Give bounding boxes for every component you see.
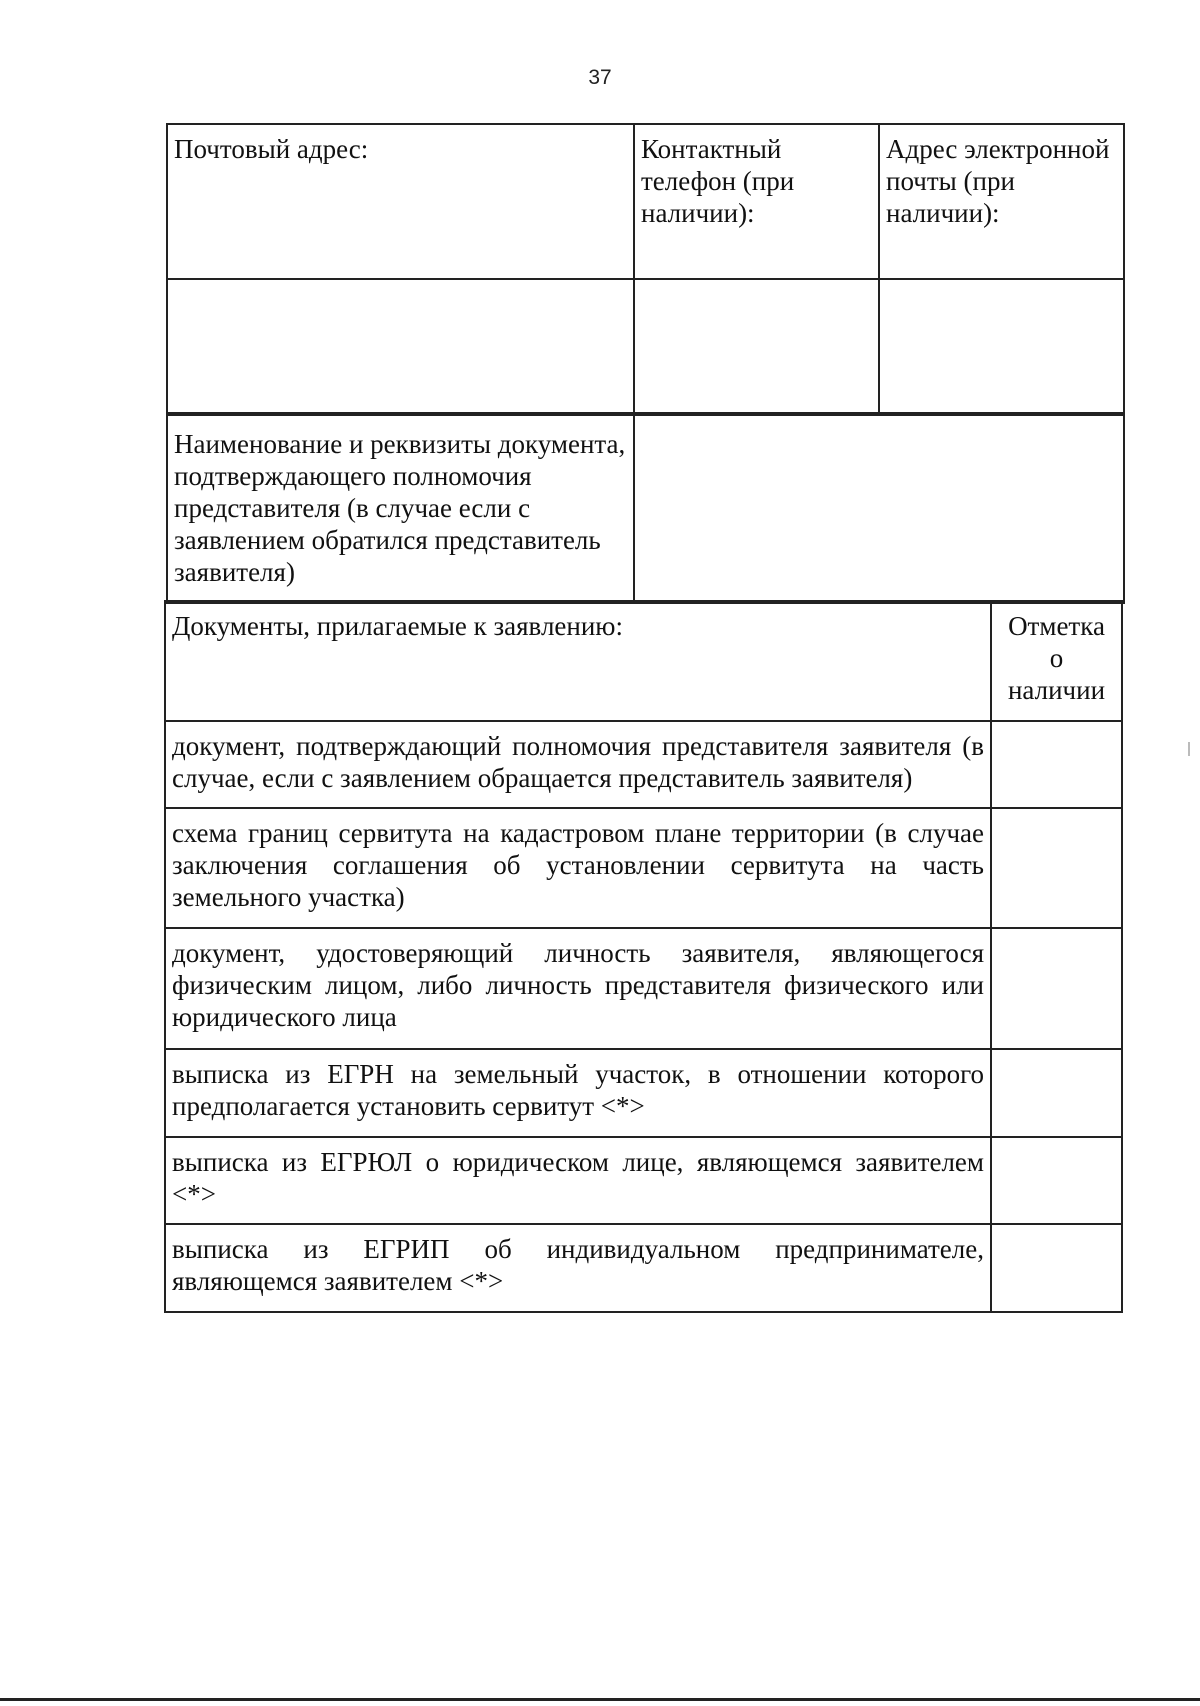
document-item-text: выписка из ЕГРЮЛ о юридическом лице, являющемся заявителем <*> bbox=[172, 1147, 984, 1209]
mark-header-cell bbox=[991, 601, 1122, 721]
email-label-cell bbox=[879, 124, 1124, 279]
postal-address-label: Почтовый адрес: bbox=[174, 134, 369, 164]
scan-edge-mark bbox=[1188, 742, 1190, 756]
document-mark-field[interactable] bbox=[991, 721, 1122, 808]
postal-address-label-cell bbox=[167, 124, 634, 279]
document-mark-field[interactable] bbox=[991, 1137, 1122, 1224]
mark-header: Отметка о наличии bbox=[1007, 611, 1106, 705]
document-mark-field[interactable] bbox=[991, 1049, 1122, 1137]
page-number: 37 bbox=[588, 66, 612, 89]
document-item bbox=[165, 808, 991, 928]
documents-header: Документы, прилагаемые к заявлению: bbox=[172, 611, 623, 641]
document-item bbox=[165, 928, 991, 1049]
document-item-text: документ, подтверждающий полномочия представителя заявителя (в случае, если с заявлением обращается представитель заявителя) bbox=[172, 731, 984, 793]
scan-bottom-edge bbox=[0, 1698, 1200, 1701]
document-item-text: документ, удостоверяющий личность заявителя, являющегося физическим лицом, либо личность представителя физического или юридического лица bbox=[172, 938, 984, 1032]
phone-label: Контактный телефон (при наличии): bbox=[641, 134, 795, 228]
representative-label: Наименование и реквизиты документа, подтверждающего полномочия представителя (в случае если с заявлением обратился представитель заявителя) bbox=[174, 429, 626, 587]
phone-field[interactable] bbox=[634, 279, 879, 415]
document-mark-field[interactable] bbox=[991, 1224, 1122, 1312]
phone-label-cell bbox=[634, 124, 879, 279]
representative-label-cell bbox=[167, 413, 634, 603]
postal-address-field[interactable] bbox=[167, 279, 634, 415]
document-item bbox=[165, 1224, 991, 1312]
document-mark-field[interactable] bbox=[991, 928, 1122, 1049]
document-item-text: выписка из ЕГРИП об индивидуальном предпринимателе, являющемся заявителем <*> bbox=[172, 1234, 984, 1296]
representative-table bbox=[166, 412, 1125, 604]
document-item bbox=[165, 1137, 991, 1224]
documents-table bbox=[164, 600, 1123, 1313]
document-item-text: выписка из ЕГРН на земельный участок, в отношении которого предполагается установить сервитут <*> bbox=[172, 1059, 984, 1121]
email-label: Адрес электронной почты (при наличии): bbox=[886, 134, 1110, 228]
document-mark-field[interactable] bbox=[991, 808, 1122, 928]
contacts-table bbox=[166, 123, 1125, 416]
representative-field[interactable] bbox=[634, 413, 1124, 603]
document-item bbox=[165, 1049, 991, 1137]
documents-header-cell bbox=[165, 601, 991, 721]
document-item-text: схема границ сервитута на кадастровом плане территории (в случае заключения соглашения об установлении сервитута на часть земельного участка) bbox=[172, 818, 984, 912]
email-field[interactable] bbox=[879, 279, 1124, 415]
document-item bbox=[165, 721, 991, 808]
